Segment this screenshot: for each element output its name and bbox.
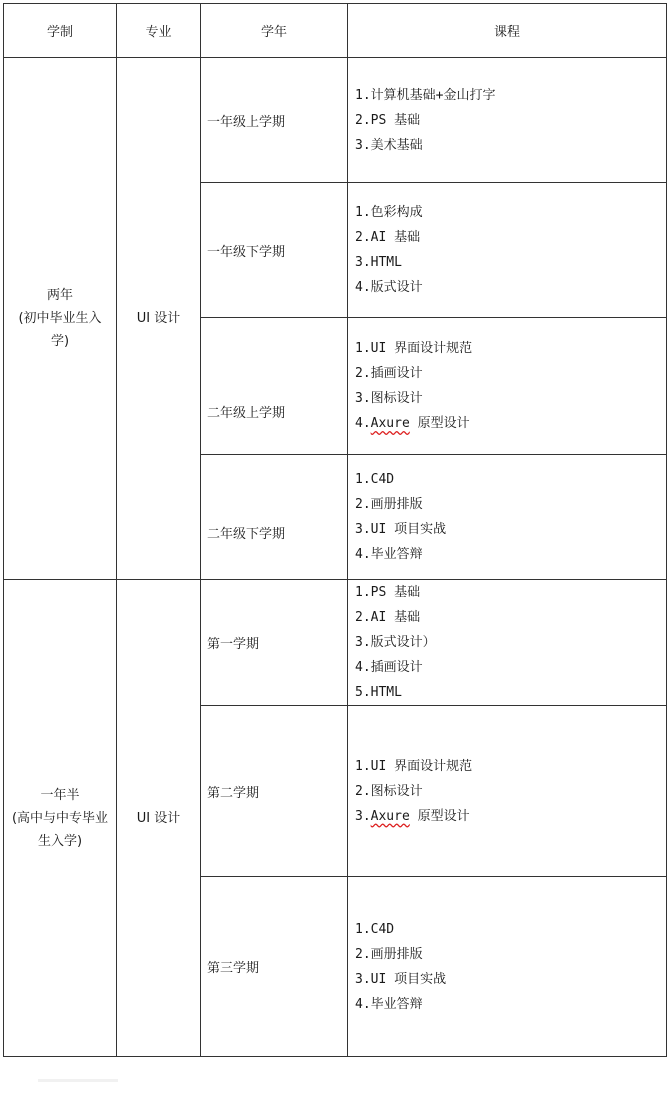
course-item: 4.版式设计 (355, 280, 423, 295)
scan-artifact (38, 1079, 118, 1082)
course-item: 1.PS 基础 (355, 585, 421, 600)
header-major: 专业 (117, 4, 201, 58)
courses-cell (348, 580, 667, 706)
term-cell: 第二学期 (201, 706, 348, 877)
course-item: 1.C4D (355, 921, 395, 937)
course-item: 2.画册排版 (355, 946, 423, 962)
course-item: 2.图标设计 (355, 783, 423, 799)
table-row (4, 58, 667, 183)
courses-cell (348, 58, 667, 183)
curriculum-table (3, 3, 667, 1057)
header-year: 学年 (201, 4, 348, 58)
duration-cell (4, 58, 117, 580)
term-cell: 二年级下学期 (201, 455, 348, 580)
course-item: 4.Axure 原型设计 (355, 416, 470, 431)
duration-label: 两年 (46, 288, 73, 303)
major-cell: UI 设计 (117, 580, 201, 1057)
course-item: 4.毕业答辩 (355, 547, 423, 562)
term-cell: 二年级上学期 (201, 318, 348, 455)
courses-cell (348, 877, 667, 1057)
course-item: 2.PS 基础 (355, 112, 421, 128)
courses-cell (348, 183, 667, 318)
duration-cell (4, 580, 117, 1057)
course-item: 1.色彩构成 (355, 205, 423, 220)
course-item: 2.AI 基础 (355, 610, 421, 625)
duration-note: (高中与中专毕业生入学) (11, 810, 109, 849)
course-item: 3.UI 项目实战 (355, 522, 447, 537)
duration-label: 一年半 (40, 787, 80, 803)
courses-cell (348, 318, 667, 455)
table-row (4, 580, 667, 706)
course-item: 4.插画设计 (355, 660, 423, 675)
course-item: 1.C4D (355, 472, 395, 487)
header-row (4, 4, 667, 58)
header-duration: 学制 (4, 4, 117, 58)
major-cell: UI 设计 (117, 58, 201, 580)
term-cell: 第一学期 (201, 580, 348, 706)
course-item: 3.HTML (355, 255, 402, 270)
course-item: 3.图标设计 (355, 391, 423, 406)
course-item: 2.插画设计 (355, 366, 423, 381)
course-item: 3.Axure 原型设计 (355, 808, 470, 824)
courses-cell (348, 706, 667, 877)
course-item: 3.版式设计） (355, 635, 436, 650)
course-item: 5.HTML (355, 685, 402, 700)
course-item: 4.毕业答辩 (355, 996, 423, 1012)
term-cell: 第三学期 (201, 877, 348, 1057)
term-cell: 一年级上学期 (201, 58, 348, 183)
duration-note: (初中毕业生入学) (18, 311, 102, 349)
course-item: 3.UI 项目实战 (355, 971, 447, 987)
term-cell: 一年级下学期 (201, 183, 348, 318)
courses-cell (348, 455, 667, 580)
spellcheck-underline: Axure (370, 416, 410, 431)
course-item: 3.美术基础 (355, 137, 423, 153)
course-item: 2.AI 基础 (355, 230, 421, 245)
spellcheck-underline: Axure (370, 808, 410, 824)
course-item: 1.UI 界面设计规范 (355, 341, 473, 356)
course-item: 1.UI 界面设计规范 (355, 758, 473, 774)
course-item: 2.画册排版 (355, 497, 423, 512)
header-courses: 课程 (348, 4, 667, 58)
course-item: 1.计算机基础+金山打字 (355, 87, 496, 103)
